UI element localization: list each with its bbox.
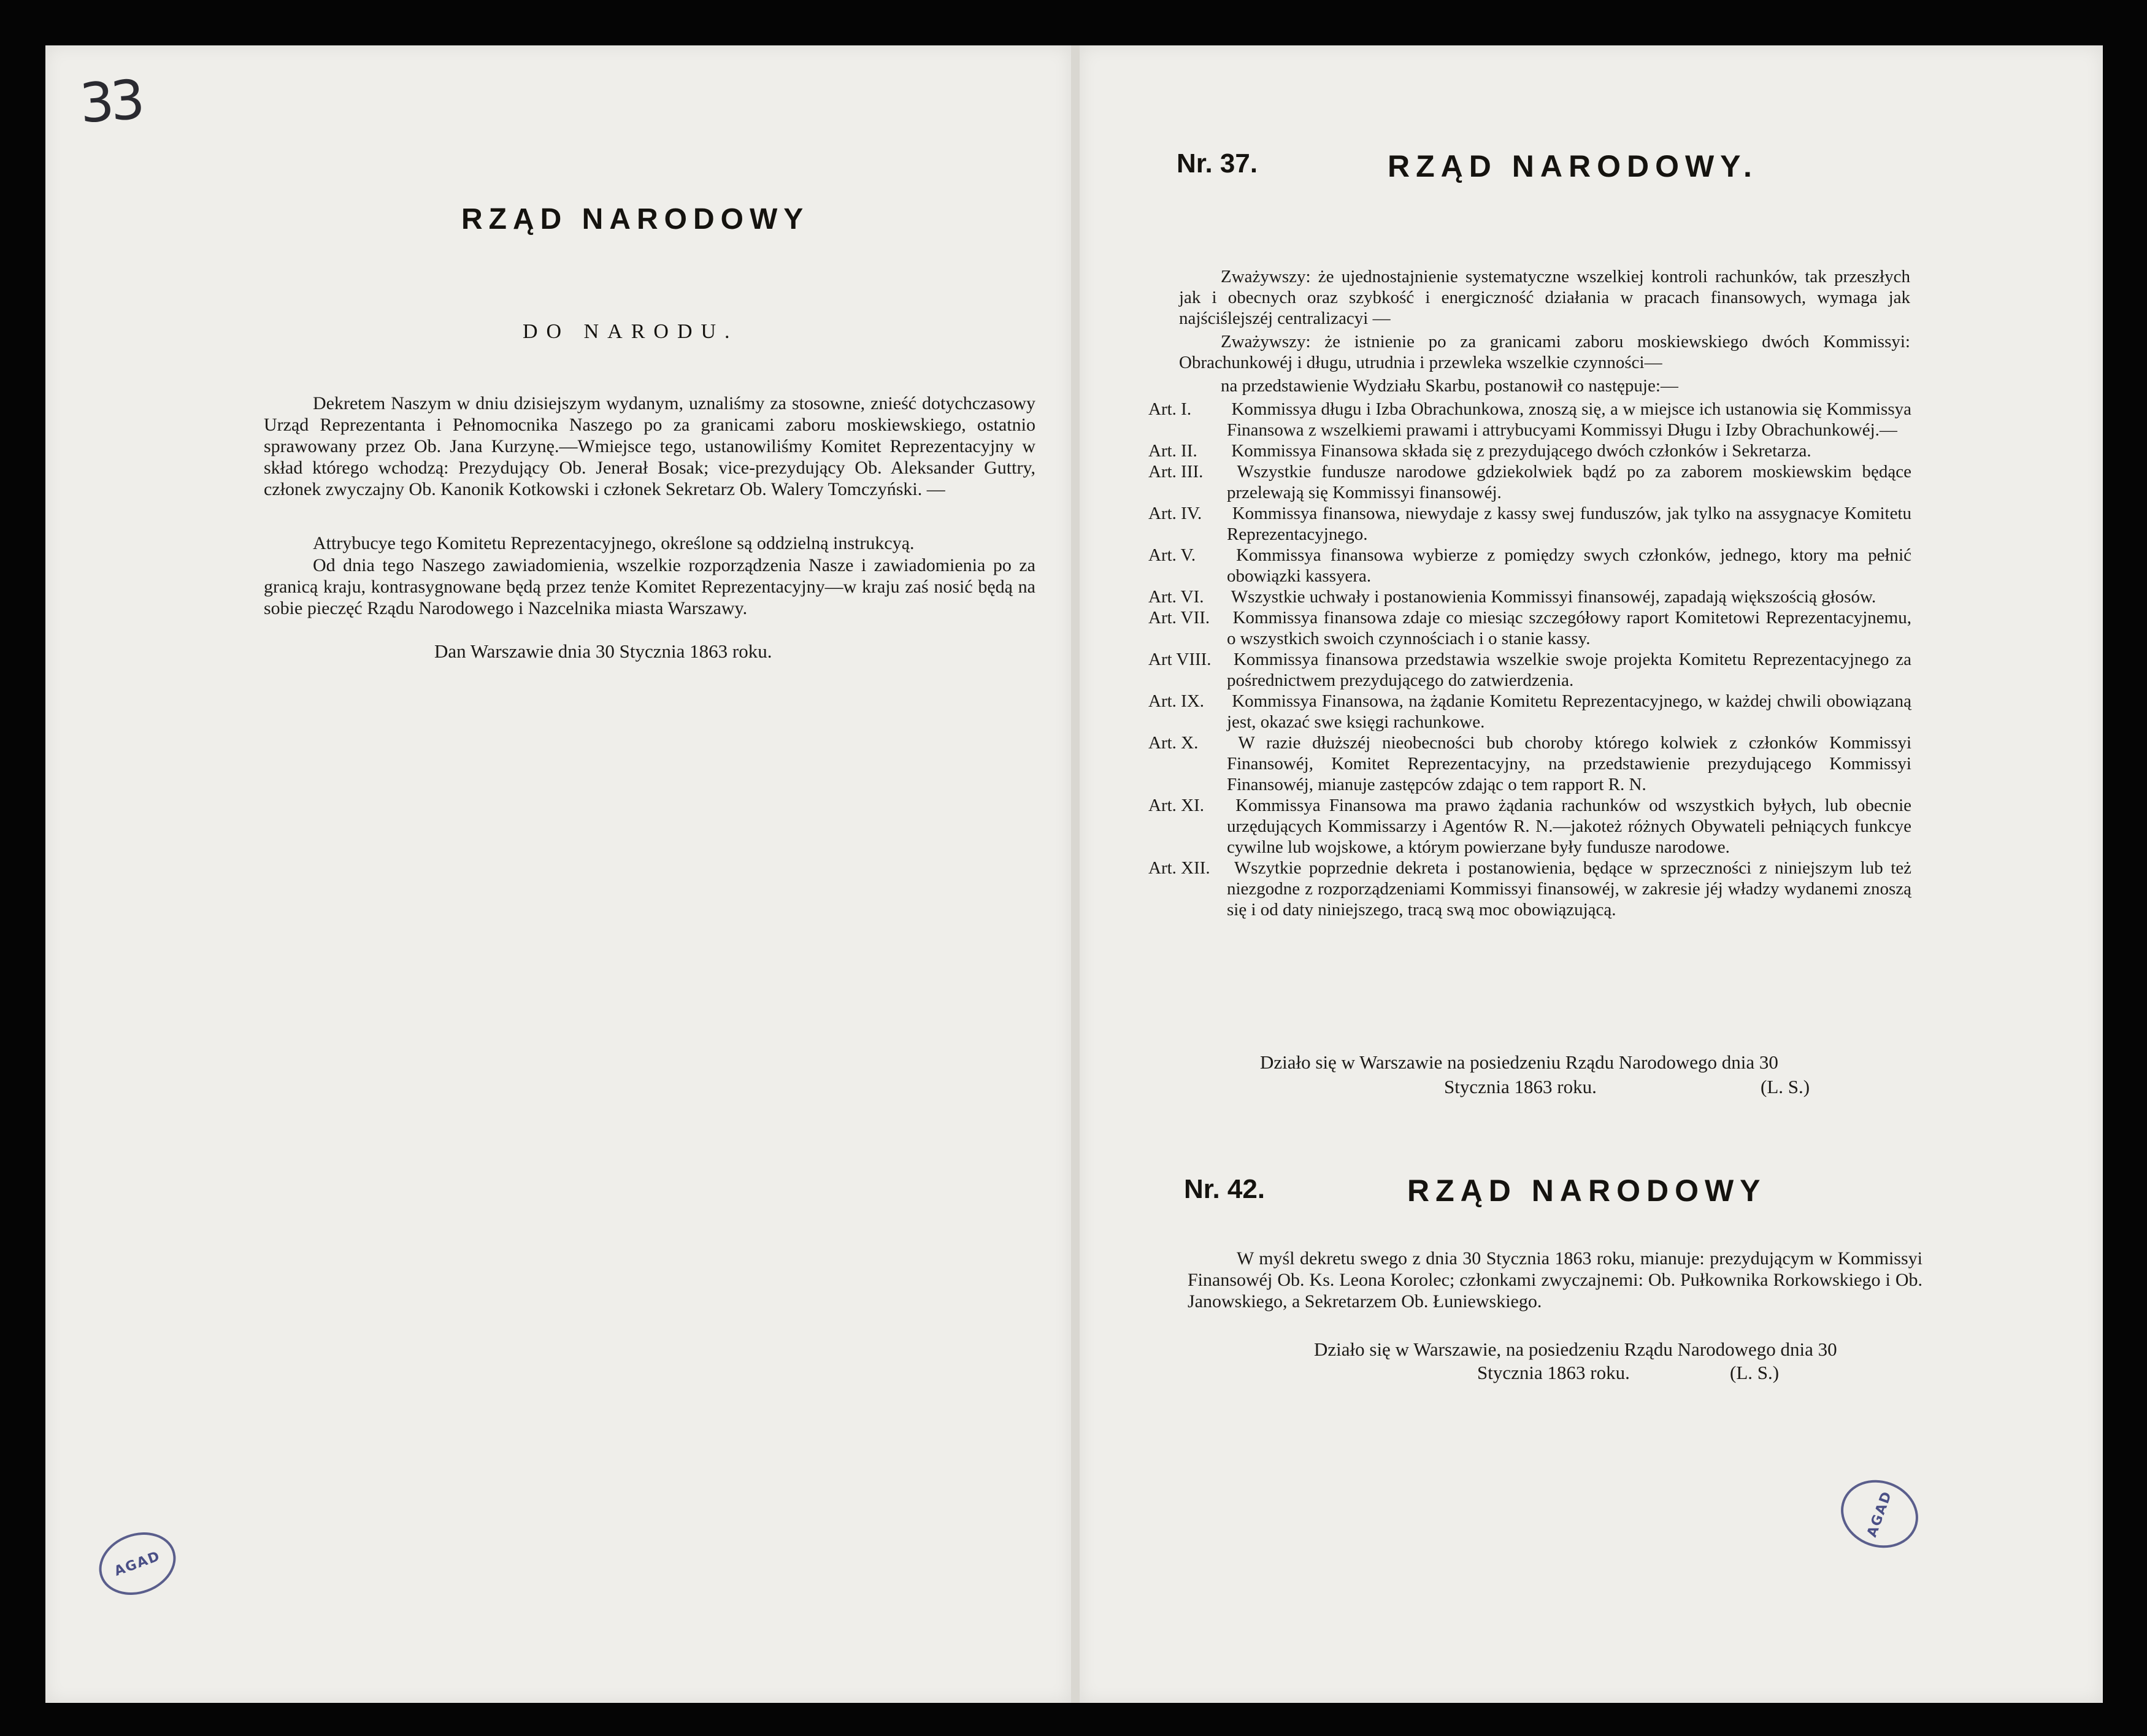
article-number: Art. VII.	[1148, 608, 1210, 628]
article-number: Art VIII.	[1148, 650, 1212, 669]
left-page	[45, 45, 1071, 1703]
article-2	[1148, 440, 1911, 461]
article-7	[1148, 607, 1911, 649]
articles-list	[1148, 399, 1912, 920]
article-text: Kommissya długu i Izba Obrachunkowa, znoszą się, a w miejsce ich ustanowia się Kommissya Finansowa z wszelkiemi prawami i attrybucyami Kommissyi Długu i Izby Obrachunkowéj.—	[1227, 399, 1911, 440]
archive-number: 33	[77, 67, 144, 136]
article-text: W razie dłuższéj nieobecności bub choroby którego kolwiek z członków Kommissyi Finansowéj, Komitet Reprezentacyjny, na przedstawienie prezydującego Kommissyi Finansowéj, mianuje zastępców zdając o tem rapport R. N.	[1227, 733, 1912, 794]
book-spine	[1071, 45, 1080, 1703]
decree-37-title: RZĄD NARODOWY.	[1388, 149, 1758, 183]
article-number: Art. III.	[1148, 462, 1204, 482]
decree-42-text: W myśl dekretu swego z dnia 30 Stycznia 1863 roku, mianuje: prezydującym w Kommissyi Finansowéj Ob. Ks. Leona Korolec; członkami zwyczajnemi: Ob. Pułkownika Rorkowskiego i Ob. Janowskiego, a Sekretarzem Ob. Łuniewskiego.	[1188, 1248, 1922, 1312]
article-number: Art. XI.	[1148, 796, 1205, 815]
article-text: Kommissya finansowa wybierze z pomiędzy swych członków, jednego, ktory ma pełnić obowiązki kassyera.	[1227, 545, 1911, 586]
article-number: Art. X.	[1148, 733, 1199, 753]
article-5	[1148, 545, 1911, 586]
article-1	[1148, 399, 1911, 440]
article-number: Art. XII.	[1148, 858, 1210, 878]
decree-37-signature-line-1: Działo się w Warszawie na posiedzeniu Rządu Narodowego dnia 30	[1260, 1051, 1778, 1073]
article-text: Kommissya finansowa, niewydaje z kassy swej funduszów, jak tylko na assygnacye Komitetu Reprezentacyjnego.	[1227, 504, 1912, 544]
article-text: Kommissya Finansowa ma prawo żądania rachunków od wszystkich byłych, lub obecnie urzędujących Kommissarzy i Agentów R. N.—jakoteż różnych Obywateli pełniących funkcye cywilne lub wojskowe, a którym powierzane były fundusze narodowe.	[1227, 796, 1912, 857]
decree-37-preamble-3: na przedstawienie Wydziału Skarbu, postanowił co następuje:—	[1221, 376, 1678, 396]
article-number: Art. V.	[1148, 545, 1196, 565]
article-text: Wszystkie fundusze narodowe gdziekolwiek bądź po za zaborem moskiewskim będące przelewają się Kommissyi finansowéj.	[1227, 462, 1911, 502]
article-4	[1148, 503, 1912, 545]
stamp-text: AGAD	[112, 1548, 163, 1580]
article-text: Kommissya Finansowa składa się z prezydującego dwóch członków i Sekretarza.	[1231, 441, 1811, 461]
decree-37-seal: (L. S.)	[1761, 1076, 1810, 1097]
left-page-title: RZĄD NARODOWY	[461, 203, 810, 236]
agad-stamp-right	[1831, 1469, 1927, 1558]
left-page-subtitle: DO NARODU.	[523, 320, 739, 343]
decree-37-preamble-2: Zważywszy: że istnienie po za granicami zaboru moskiewskiego dwóch Kommissyi: Obrachunkowéj i długu, utrudnia i przewleka wszelkie czynności—	[1179, 332, 1910, 372]
decree-42-signature-line-2: Stycznia 1863 roku.	[1477, 1362, 1630, 1383]
stamp-text: AGAD	[1864, 1488, 1895, 1540]
agad-stamp	[90, 1522, 185, 1605]
article-9	[1148, 691, 1911, 732]
decree-42-number: Nr. 42.	[1184, 1174, 1266, 1204]
article-text: Wszytkie poprzednie dekreta i postanowienia, będące w sprzeczności z niniejszym lub też niezgodne z rozporządzeniami Kommissyi finansowéj, w zakresie jéj władzy wydanemi znoszą się i od daty niniejszego, tracą swą moc obowiązującą.	[1227, 858, 1911, 920]
left-paragraph-2: Attrybucye tego Komitetu Reprezentacyjnego, określone są oddzielną instrukcyą.	[313, 533, 915, 553]
article-number: Art. I.	[1148, 399, 1192, 419]
article-text: Kommissya finansowa przedstawia wszelkie swoje projekta Komitetu Reprezentacyjnego za pośrednictwem prezydującego do zatwierdzenia.	[1227, 650, 1911, 690]
article-3	[1148, 461, 1911, 503]
decree-42-seal: (L. S.)	[1730, 1362, 1780, 1383]
article-number: Art. IV.	[1148, 504, 1202, 523]
decree-42-title: RZĄD NARODOWY	[1407, 1173, 1767, 1208]
article-8	[1148, 649, 1911, 691]
article-text: Kommissya Finansowa, na żądanie Komitetu Reprezentacyjnego, w każdej chwili obowiązaną jest, okazać swe księgi rachunkowe.	[1227, 691, 1911, 732]
article-text: Kommissya finansowa zdaje co miesiąc szczegółowy raport Komitetowi Reprezentacyjnemu, o wszystkich swoich czynnościach i o stanie kassy.	[1227, 608, 1911, 648]
article-10	[1148, 732, 1912, 795]
decree-37-preamble-1: Zważywszy: że ujednostajnienie systematyczne wszelkiej kontroli rachunków, tak przeszłych jak i obecnych oraz szybkość i energiczność działania w pracach finansowych, wymaga jak najściślejszéj centralizacyi —	[1179, 267, 1910, 328]
left-dateline: Dan Warszawie dnia 30 Stycznia 1863 roku.	[434, 640, 772, 662]
decree-42-signature-line-1: Działo się w Warszawie, na posiedzeniu Rządu Narodowego dnia 30	[1314, 1338, 1837, 1360]
article-number: Art. IX.	[1148, 691, 1205, 711]
right-page	[1080, 45, 2103, 1703]
article-12	[1148, 858, 1911, 920]
decree-37-signature-line-2: Stycznia 1863 roku.	[1444, 1076, 1597, 1097]
article-number: Art. VI.	[1148, 587, 1204, 607]
article-text: Wszystkie uchwały i postanowienia Kommissyi finansowéj, zapadają większością głosów.	[1231, 587, 1876, 607]
article-11	[1148, 795, 1912, 858]
left-paragraph-1: Dekretem Naszym w dniu dzisiejszym wydanym, uznaliśmy za stosowne, znieść dotychczasowy Urząd Reprezentanta i Pełnomocnika Naszego po za granicami zaboru moskiewskiego, ostatnio sprawowany przez Ob. Jana Kurzynę.—Wmiejsce tego, ustanowiliśmy Komitet Reprezentacyjny w skład którego wchodzą: Prezydujący Ob. Jenerał Bosak; vice-prezydujący Ob. Aleksander Guttry, członek zwyczajny Ob. Kanonik Kotkowski i członek Sekretarz Ob. Walery Tomczyński. —	[264, 393, 1035, 499]
decree-37-number: Nr. 37.	[1177, 148, 1258, 179]
article-6	[1148, 586, 1911, 607]
left-paragraph-3: Od dnia tego Naszego zawiadomienia, wszelkie rozporządzenia Nasze i zawiadomienia po za granicą kraju, kontrasygnowane będą przez tenże Komitet Reprezentacyjny—w kraju zaś nosić będą na sobie pieczęć Rządu Narodowego i Nazcelnika miasta Warszawy.	[264, 555, 1035, 618]
article-number: Art. II.	[1148, 441, 1197, 461]
